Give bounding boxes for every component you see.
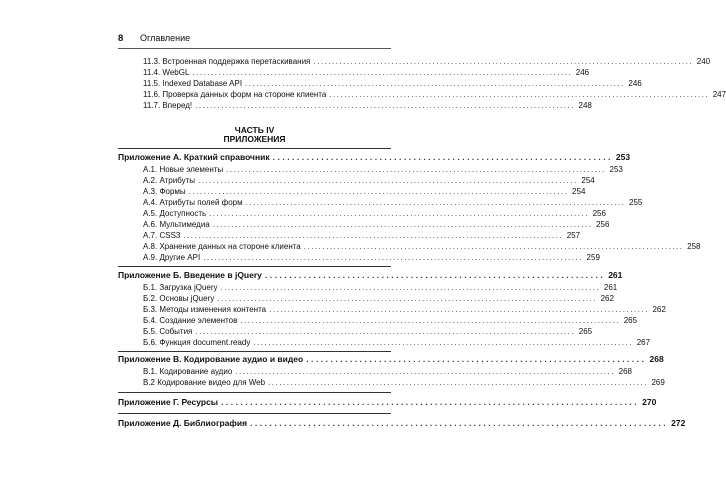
toc-entry-label: Б.4. Создание элементов [143, 316, 238, 325]
toc-entry [143, 67, 590, 78]
toc-entry [143, 252, 600, 263]
toc-entry-page: 256 [596, 220, 610, 229]
section-divider [118, 351, 391, 352]
dot-leader: ...................................................................................................... [245, 198, 626, 207]
dot-leader: ...................................................................................................... [235, 367, 615, 376]
toc-entry-page: 256 [592, 209, 606, 218]
toc-entry [143, 186, 586, 197]
dot-leader: ...................................................................................................... [226, 165, 606, 174]
dot-leader: ...................................................................................................... [313, 57, 694, 66]
toc-entry-label: Б.5. События [143, 327, 193, 336]
dot-leader: ...................................................................................................... [195, 101, 575, 110]
toc-entry [143, 337, 651, 348]
toc-entry [143, 366, 632, 377]
toc-appendix-heading [118, 397, 657, 408]
part-number: ЧАСТЬ IV [234, 125, 275, 135]
toc-entry [143, 282, 618, 293]
toc-appendix-heading [118, 418, 686, 429]
toc-appendix-title: Приложение А. Краткий справочник [118, 152, 270, 162]
toc-appendix-heading [118, 270, 623, 281]
toc-entry [143, 219, 610, 230]
toc-entry-page: 248 [578, 101, 592, 110]
dot-leader: ...................................................................................................... [183, 231, 564, 240]
dot-leader: ...................................................................... [306, 354, 647, 364]
toc-entry-page: 254 [581, 176, 595, 185]
toc-entry [143, 304, 666, 315]
toc-appendix-title: Приложение Г. Ресурсы [118, 397, 219, 407]
toc-entry-label: А.7. CSS3 [143, 231, 181, 240]
dot-leader: ...................................................................................................... [212, 220, 593, 229]
dot-leader: ...................................................................................................... [195, 327, 576, 336]
toc-entry-label: А.8. Хранение данных на стороне клиента [143, 242, 301, 251]
running-title: Оглавление [140, 33, 191, 43]
toc-entry-page: 265 [623, 316, 638, 325]
toc-entry [143, 78, 642, 89]
toc-entry-label: Б.2. Основы jQuery [143, 294, 215, 303]
toc-entry [143, 89, 726, 100]
toc-entry-label: А.5. Доступность [143, 209, 207, 218]
toc-entry-page: 258 [687, 242, 701, 251]
toc-entry-label: В.1. Кодирование аудио [143, 367, 233, 376]
dot-leader: ...................................................................................................... [203, 253, 583, 262]
toc-entry-label: 11.7. Вперед! [143, 101, 193, 110]
part-title: ПРИЛОЖЕНИЯ [223, 134, 286, 144]
toc-entry [143, 208, 606, 219]
toc-entry [143, 293, 614, 304]
toc-entry-label: Б.1. Загрузка jQuery [143, 283, 218, 292]
toc-entry [143, 197, 643, 208]
dot-leader: ...................................................................................................... [198, 176, 578, 185]
toc-entry-label: А.3. Формы [143, 187, 186, 196]
toc-entry [143, 175, 595, 186]
toc-entry [143, 100, 592, 111]
dot-leader: ...................................................................................................... [269, 305, 649, 314]
toc-entry-page: 265 [578, 327, 593, 336]
toc-entry-page: 246 [628, 79, 642, 88]
toc-entry [143, 241, 701, 252]
toc-entry-page: 259 [586, 253, 600, 262]
toc-appendix-page: 272 [671, 418, 686, 428]
toc-entry-page: 240 [696, 57, 711, 66]
toc-entry-label: 11.5. Indexed Database API [143, 79, 243, 88]
dot-leader: ...................................................................................................... [245, 79, 625, 88]
toc-entry-page: 257 [566, 231, 581, 240]
toc-entry [143, 164, 623, 175]
dot-leader: ...................................................................................... [221, 397, 640, 407]
dot-leader: ...................................................................... [264, 270, 606, 280]
dot-leader: ...................................................................................................... [188, 187, 569, 196]
toc-entry-label: Б.6. Функция document.ready [143, 338, 251, 347]
toc-appendix-page: 270 [642, 397, 657, 407]
toc-entry-label: А.4. Атрибуты полей форм [143, 198, 243, 207]
dot-leader: ...................................................................................................... [303, 242, 684, 251]
toc-entry-label: 11.4. WebGL [143, 68, 190, 77]
toc-appendix-page: 253 [615, 152, 631, 162]
toc-entry-page: 268 [618, 367, 632, 376]
toc-entry-page: 269 [651, 378, 665, 387]
toc-entry-page: 267 [636, 338, 651, 347]
toc-appendix-heading [118, 152, 631, 163]
dot-leader: ...................................................................... [272, 152, 613, 162]
dot-leader: ...................................................................................................... [329, 90, 710, 99]
toc-entry-page: 253 [609, 165, 623, 174]
toc-entry-page: 247 [712, 90, 726, 99]
toc-entry-page: 261 [603, 283, 618, 292]
toc-entry-label: А.9. Другие API [143, 253, 201, 262]
page-number: 8 [118, 33, 124, 44]
toc-entry [143, 315, 638, 326]
toc-entry-page: 262 [652, 305, 666, 314]
section-divider [118, 413, 391, 414]
toc-appendix-title: Приложение Б. Введение в jQuery [118, 270, 262, 280]
dot-leader: ...................................................................................................... [192, 68, 573, 77]
toc-entry [143, 230, 581, 241]
toc-appendix-title: Приложение В. Кодирование аудио и видео [118, 354, 304, 364]
dot-leader: ...................................................................................................... [220, 283, 601, 292]
toc-entry-label: В.2 Кодирование видео для Web [143, 378, 266, 387]
toc-entry-page: 255 [629, 198, 643, 207]
dot-leader: ...................................................................................................... [209, 209, 589, 218]
toc-entry [143, 326, 593, 337]
dot-leader: ...................................................................................... [250, 418, 669, 428]
toc-entry-label: 11.6. Проверка данных форм на стороне клиента [143, 90, 327, 99]
toc-entry-label: А.1. Новые элементы [143, 165, 224, 174]
dot-leader: ...................................................................................................... [240, 316, 621, 325]
toc-entry-label: А.2. Атрибуты [143, 176, 196, 185]
dot-leader: ...................................................................................................... [253, 338, 634, 347]
dot-leader: ...................................................................................................... [268, 378, 648, 387]
section-divider [118, 392, 391, 393]
running-header [118, 32, 391, 49]
toc-appendix-page: 268 [649, 354, 664, 364]
toc-entry [143, 56, 711, 67]
toc-entry-page: 254 [572, 187, 586, 196]
toc-entry-page: 246 [575, 68, 590, 77]
toc-entry-label: А.6. Мультимедиа [143, 220, 210, 229]
toc-appendix-page: 261 [608, 270, 623, 280]
toc-appendix-heading [118, 354, 664, 365]
toc-entry-label: 11.3. Встроенная поддержка перетаскивания [143, 57, 311, 66]
toc-appendix-title: Приложение Д. Библиография [118, 418, 248, 428]
toc-entry-label: Б.3. Методы изменения контента [143, 305, 267, 314]
toc-entry [143, 377, 665, 388]
dot-leader: ...................................................................................................... [217, 294, 597, 303]
section-divider [118, 148, 391, 149]
section-divider [118, 266, 391, 267]
toc-entry-page: 262 [600, 294, 614, 303]
